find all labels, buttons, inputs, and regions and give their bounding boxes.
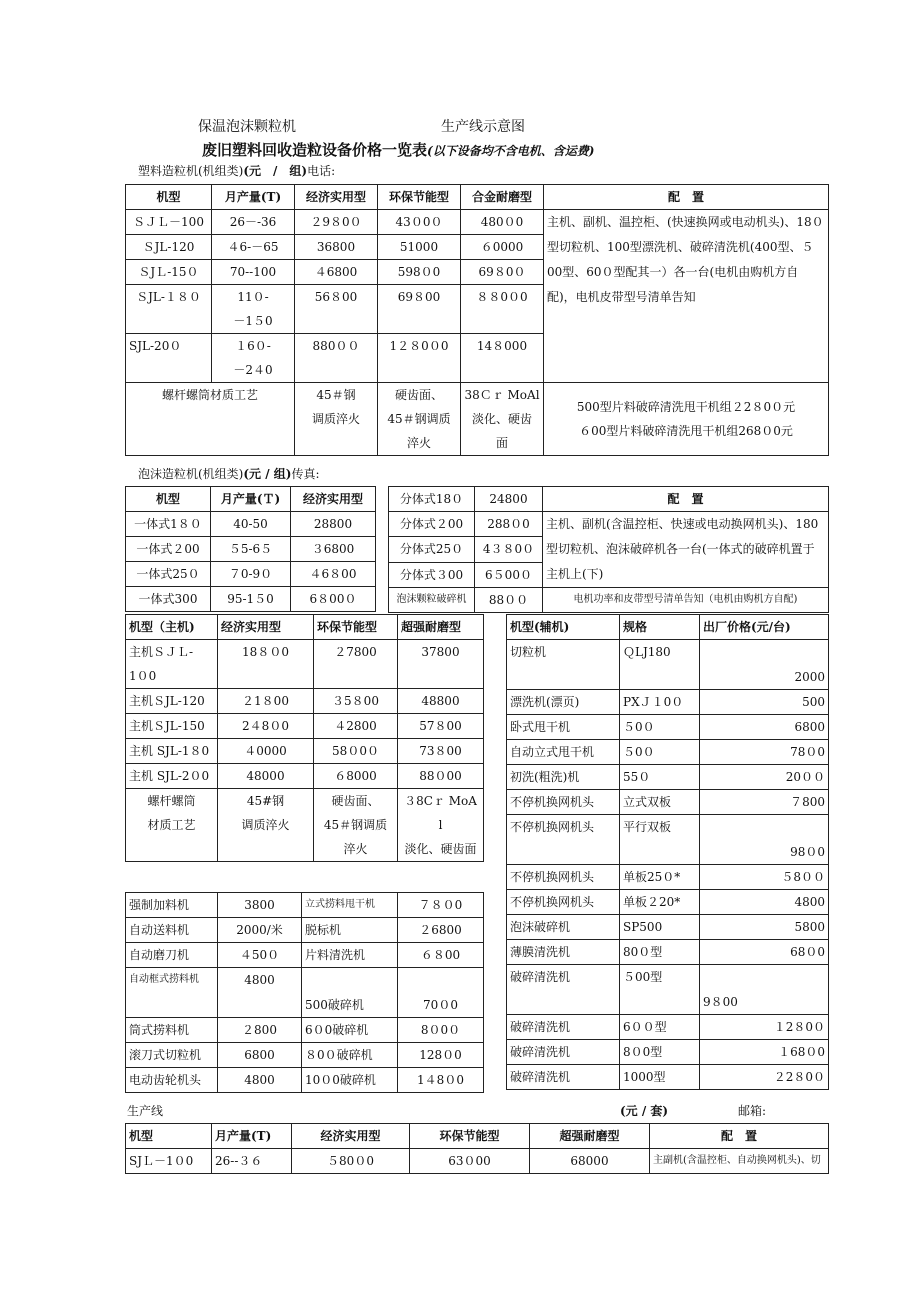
cell: ６8000	[314, 764, 398, 789]
cell: 58０0０	[314, 739, 398, 764]
cell: ７0-9０	[211, 562, 291, 587]
cell: 43０0０	[378, 210, 461, 235]
material-alloy: ３8Cｒ MoA l 淡化、硬齿面	[398, 789, 484, 862]
crusher-line-1: 500型片料破碎清洗甩干机组２2８0０元	[576, 400, 796, 414]
cell: 4800	[218, 1068, 302, 1093]
header-cell: 超强耐磨型	[398, 615, 484, 640]
cell: 分体式２00	[389, 512, 475, 537]
cell: 598０0	[378, 260, 461, 285]
section4-caption-b: (元 / 套)	[620, 1104, 669, 1118]
header-cell: 机型	[126, 1124, 212, 1149]
cell: ４6８00	[291, 562, 376, 587]
cell: 69８0０	[461, 260, 544, 285]
cell: 切粒机	[507, 640, 620, 690]
header-cell: 经济实用型	[218, 615, 314, 640]
cell: 6８00０	[291, 587, 376, 612]
cell: 筒式捞料机	[126, 1018, 218, 1043]
page-title-note: (以下设备均不含电机、含运费)	[427, 144, 595, 158]
table-row	[126, 537, 376, 562]
cell: ８８0０0	[461, 285, 544, 334]
cell: ４0000	[218, 739, 314, 764]
cell: 68000	[530, 1149, 650, 1174]
cell: 不停机换网机头	[507, 815, 620, 865]
cell: 4800	[700, 890, 829, 915]
cell: 1000型	[620, 1065, 700, 1090]
cell: 平行双板	[620, 815, 700, 865]
table-row	[126, 1018, 484, 1043]
cell: 78０0	[700, 740, 829, 765]
cell: 卧式甩干机	[507, 715, 620, 740]
cell: 5800	[700, 915, 829, 940]
config-note: 电机功率和皮带型号清单告知（电机由购机方自配)	[543, 588, 829, 613]
cell: 26--３６	[212, 1149, 292, 1174]
cell: ＳJL-120	[126, 235, 212, 260]
cell: ８0０破碎机	[302, 1043, 398, 1068]
section2-left-table	[125, 486, 376, 612]
table-row	[126, 1043, 484, 1068]
page-title-main: 废旧塑料回收造粒设备价格一览表	[202, 141, 428, 159]
table-row	[126, 562, 376, 587]
cell: 破碎清洗机	[507, 1040, 620, 1065]
cell: 薄膜清洗机	[507, 940, 620, 965]
cell: 36800	[295, 235, 378, 260]
header-cell: 环保节能型	[314, 615, 398, 640]
cell: 500破碎机	[302, 968, 398, 1018]
cell: 不停机换网机头	[507, 865, 620, 890]
header-cell: 机型（主机)	[126, 615, 218, 640]
table-row	[126, 893, 484, 918]
cell: 68０0	[700, 940, 829, 965]
table-row	[126, 210, 829, 235]
table-row	[507, 890, 829, 915]
cell: 28800	[291, 512, 376, 537]
cell: 55０	[620, 765, 700, 790]
cell: ＱLJ180	[620, 640, 700, 690]
cell: 主副机(含温控柜、自动换网机头)、切	[650, 1149, 829, 1174]
cell: 6800	[700, 715, 829, 740]
table-row	[507, 1040, 829, 1065]
header-cell: 月产量(T)	[212, 1124, 292, 1149]
table-row	[507, 865, 829, 890]
cell: ４6-－65	[212, 235, 295, 260]
header-cell: 配 置	[650, 1124, 829, 1149]
table-row	[507, 765, 829, 790]
cell: 6５00０	[475, 562, 543, 587]
cell: ４2800	[314, 714, 398, 739]
header-cell: 环保节能型	[410, 1124, 530, 1149]
cell: ３6800	[291, 537, 376, 562]
cell: 8０0型	[620, 1040, 700, 1065]
header-cell: 月产量(T)	[212, 185, 295, 210]
table-row	[126, 383, 829, 456]
table-row	[507, 815, 829, 865]
cell: ５0０	[620, 715, 700, 740]
cell: 电动齿轮机头	[126, 1068, 218, 1093]
section2-caption-b: (元 / 组)	[243, 467, 292, 481]
cell: ２6800	[398, 918, 484, 943]
cell: 70--100	[212, 260, 295, 285]
cell: 破碎清洗机	[507, 965, 620, 1015]
cell: 40-50	[211, 512, 291, 537]
header-cell: 经济实用型	[292, 1124, 410, 1149]
table-row	[507, 1015, 829, 1040]
cell: 1４8０0	[398, 1068, 484, 1093]
table-row	[126, 587, 376, 612]
cell: ５5-6５	[211, 537, 291, 562]
cell: ５0０	[620, 740, 700, 765]
cell: 37800	[398, 640, 484, 689]
cell: 分体式３00	[389, 562, 475, 587]
section1-caption-b: (元 / 组)	[243, 164, 308, 178]
cell: 自动框式捞料机	[126, 968, 218, 1018]
table-row	[507, 965, 829, 1015]
cell: 强制加料机	[126, 893, 218, 918]
cell: 11０- －1５0	[212, 285, 295, 334]
cell: 单板２20*	[620, 890, 700, 915]
cell: 51000	[378, 235, 461, 260]
cell: ５8００	[700, 865, 829, 890]
cell: 自动送料机	[126, 918, 218, 943]
cell: 一体式1８０	[126, 512, 211, 537]
cell: 自动立式甩干机	[507, 740, 620, 765]
cell: 一体式25０	[126, 562, 211, 587]
cell: 70０0	[398, 968, 484, 1018]
config-cell: 主机、副机(含温控柜、快速或电动换网机头)、180型切粒机、泡沫破碎机各一台(一体式的破碎机置于主机上(下)	[543, 512, 829, 588]
cell: 单板25０*	[620, 865, 700, 890]
cell: ２800	[218, 1018, 302, 1043]
crusher-line-2: ６00型片料破碎清洗甩干机组268０0元	[579, 424, 793, 438]
table-header-row	[126, 487, 376, 512]
table-header-row	[126, 1124, 829, 1149]
table-row	[126, 789, 484, 862]
material-econ: 45#钢 调质淬火	[218, 789, 314, 862]
cell: １68０0	[700, 1040, 829, 1065]
cell: 1２８0０0	[378, 334, 461, 383]
cell: 9８00	[700, 965, 829, 1015]
cell: PXＪ１0０	[620, 690, 700, 715]
table-row	[126, 714, 484, 739]
cell: 6800	[218, 1043, 302, 1068]
cell: SJL-20０	[126, 334, 212, 383]
cell: 泡沫颗粒破碎机	[389, 588, 475, 613]
cell: ２7800	[314, 640, 398, 689]
section4-caption-a: 生产线	[127, 1104, 164, 1118]
cell: SP500	[620, 915, 700, 940]
cell: ３5８00	[314, 689, 398, 714]
table-row	[126, 1068, 484, 1093]
cell: 6００型	[620, 1015, 700, 1040]
subtitle-right: 生产线示意图	[441, 119, 525, 135]
cell: 2000	[700, 640, 829, 690]
cell: 128０0	[398, 1043, 484, 1068]
cell: ２1８00	[218, 689, 314, 714]
section3-aux-right-table	[506, 614, 829, 1090]
cell: 4３８0０	[475, 537, 543, 562]
section3-main-table	[125, 614, 484, 862]
cell: 3800	[218, 893, 302, 918]
cell: 主机 SJL-1８0	[126, 739, 218, 764]
cell: 脱标机	[302, 918, 398, 943]
cell: 14８000	[461, 334, 544, 383]
cell: ５80０0	[292, 1149, 410, 1174]
subtitle-left: 保温泡沫颗粒机	[198, 119, 296, 135]
cell: 26－-36	[212, 210, 295, 235]
table-header-row	[126, 185, 829, 210]
cell: ＳJＬ-15０	[126, 260, 212, 285]
table-row	[507, 640, 829, 690]
section2-caption	[138, 465, 320, 482]
cell: 288０0	[475, 512, 543, 537]
cell: 63０00	[410, 1149, 530, 1174]
cell: 98０0	[700, 815, 829, 865]
material-label: 螺杆螺筒 材质工艺	[126, 789, 218, 862]
material-label: 螺杆螺筒材质工艺	[126, 383, 295, 456]
cell: 500	[700, 690, 829, 715]
cell: 20００	[700, 765, 829, 790]
section4-table	[125, 1123, 829, 1174]
cell: 片料清洗机	[302, 943, 398, 968]
table-row	[389, 487, 829, 512]
cell: 2４8０0	[218, 714, 314, 739]
cell: 破碎清洗机	[507, 1065, 620, 1090]
cell: 不停机换网机头	[507, 790, 620, 815]
section2-caption-a: 泡沫造粒机(机组类)	[138, 467, 244, 481]
cell: 69８00	[378, 285, 461, 334]
cell: 主机ＳJL-120	[126, 689, 218, 714]
header-cell: 机型	[126, 487, 211, 512]
cell: 880００	[295, 334, 378, 383]
header-cell: 经济实用型	[295, 185, 378, 210]
cell: 一体式300	[126, 587, 211, 612]
header-cell: 机型	[126, 185, 212, 210]
cell: 24800	[475, 487, 543, 512]
section1-caption-c: 电话:	[307, 164, 336, 178]
cell: 48800	[398, 689, 484, 714]
header-cell: 配 置	[544, 185, 829, 210]
cell: 56８00	[295, 285, 378, 334]
cell: 立式捞料甩干机	[302, 893, 398, 918]
table-row	[507, 1065, 829, 1090]
cell: 18８０0	[218, 640, 314, 689]
page-title	[202, 139, 594, 160]
cell: 480０0	[461, 210, 544, 235]
cell: 立式双板	[620, 790, 700, 815]
cell: 73８00	[398, 739, 484, 764]
cell: 泡沫破碎机	[507, 915, 620, 940]
section1-table	[125, 184, 829, 456]
cell: ５00型	[620, 965, 700, 1015]
cell: 漂洗机(漂页)	[507, 690, 620, 715]
config-cell: 主机、副机、温控柜、(快速换网或电动机头)、18０型切粒机、100型漂洗机、破碎清洗机(400型、５00型、60０型配其一）各一台(电机由购机方自配)，电机皮带型号清单告知	[544, 210, 829, 383]
cell: ＳJL-１８０	[126, 285, 212, 334]
section4-caption-c: 邮箱:	[738, 1104, 767, 1118]
section2-right-table	[388, 486, 829, 613]
material-alloy: 38Ｃｒ MoAl 淡化、硬齿 面	[461, 383, 544, 456]
table-row	[507, 715, 829, 740]
table-row	[126, 512, 376, 537]
cell: 8０0０	[398, 1018, 484, 1043]
material-eco: 硬齿面、 45＃钢调质 淬火	[314, 789, 398, 862]
table-header-row	[126, 615, 484, 640]
cell: ２9８0０	[295, 210, 378, 235]
cell: 滚刀式切粒机	[126, 1043, 218, 1068]
table-row	[507, 740, 829, 765]
cell: １6０- －2４0	[212, 334, 295, 383]
table-header-row	[507, 615, 829, 640]
cell: 88００	[475, 588, 543, 613]
table-row	[389, 588, 829, 613]
table-row	[507, 690, 829, 715]
table-row	[507, 915, 829, 940]
cell: 主机 SJL-2０0	[126, 764, 218, 789]
header-cell: 合金耐磨型	[461, 185, 544, 210]
cell: ６0000	[461, 235, 544, 260]
table-row	[126, 943, 484, 968]
header-cell: 月产量(Ｔ)	[211, 487, 291, 512]
cell: 主机ＳJL-150	[126, 714, 218, 739]
cell: SJＬ－1０0	[126, 1149, 212, 1174]
table-row	[126, 739, 484, 764]
cell: 57８00	[398, 714, 484, 739]
table-row	[126, 1149, 829, 1174]
table-row	[126, 640, 484, 689]
cell: ７800	[700, 790, 829, 815]
cell: 10０0破碎机	[302, 1068, 398, 1093]
section1-caption-a: 塑料造粒机(机组类)	[138, 164, 244, 178]
table-row	[126, 764, 484, 789]
material-econ: 45＃钢 调质淬火	[295, 383, 378, 456]
cell: ２2８0０	[700, 1065, 829, 1090]
table-row	[126, 689, 484, 714]
cell: 4800	[218, 968, 302, 1018]
cell: 不停机换网机头	[507, 890, 620, 915]
material-eco: 硬齿面、 45＃钢调质 淬火	[378, 383, 461, 456]
section2-caption-c: 传真:	[291, 467, 320, 481]
table-row	[507, 790, 829, 815]
cell: ６８00	[398, 943, 484, 968]
cell: 初洗(粗洗)机	[507, 765, 620, 790]
section1-caption	[138, 162, 335, 179]
cell: ４6800	[295, 260, 378, 285]
header-cell: 配 置	[543, 487, 829, 512]
cell: 2000/米	[218, 918, 302, 943]
cell: 破碎清洗机	[507, 1015, 620, 1040]
header-cell: 环保节能型	[378, 185, 461, 210]
cell: 80０型	[620, 940, 700, 965]
cell: 主机ＳＪＬ- 1０0	[126, 640, 218, 689]
table-row	[126, 918, 484, 943]
header-cell: 经济实用型	[291, 487, 376, 512]
table-row	[507, 940, 829, 965]
table-row	[389, 512, 829, 537]
cell: 一体式２00	[126, 537, 211, 562]
cell: 48000	[218, 764, 314, 789]
cell: 6０0破碎机	[302, 1018, 398, 1043]
cell: 95-1５0	[211, 587, 291, 612]
cell: ７８０0	[398, 893, 484, 918]
cell: ＳＪＬ－100	[126, 210, 212, 235]
header-cell: 超强耐磨型	[530, 1124, 650, 1149]
header-cell: 机型(辅机)	[507, 615, 620, 640]
cell: 88０00	[398, 764, 484, 789]
section3-aux-left-table	[125, 892, 484, 1093]
cell: 分体式18０	[389, 487, 475, 512]
header-cell: 规格	[620, 615, 700, 640]
cell: 分体式25０	[389, 537, 475, 562]
cell: ４50０	[218, 943, 302, 968]
cell: 自动磨刀机	[126, 943, 218, 968]
cell: １2８0０	[700, 1015, 829, 1040]
header-cell: 出厂价格(元/台)	[700, 615, 829, 640]
table-row	[126, 968, 484, 1018]
crusher-cell	[544, 383, 829, 456]
